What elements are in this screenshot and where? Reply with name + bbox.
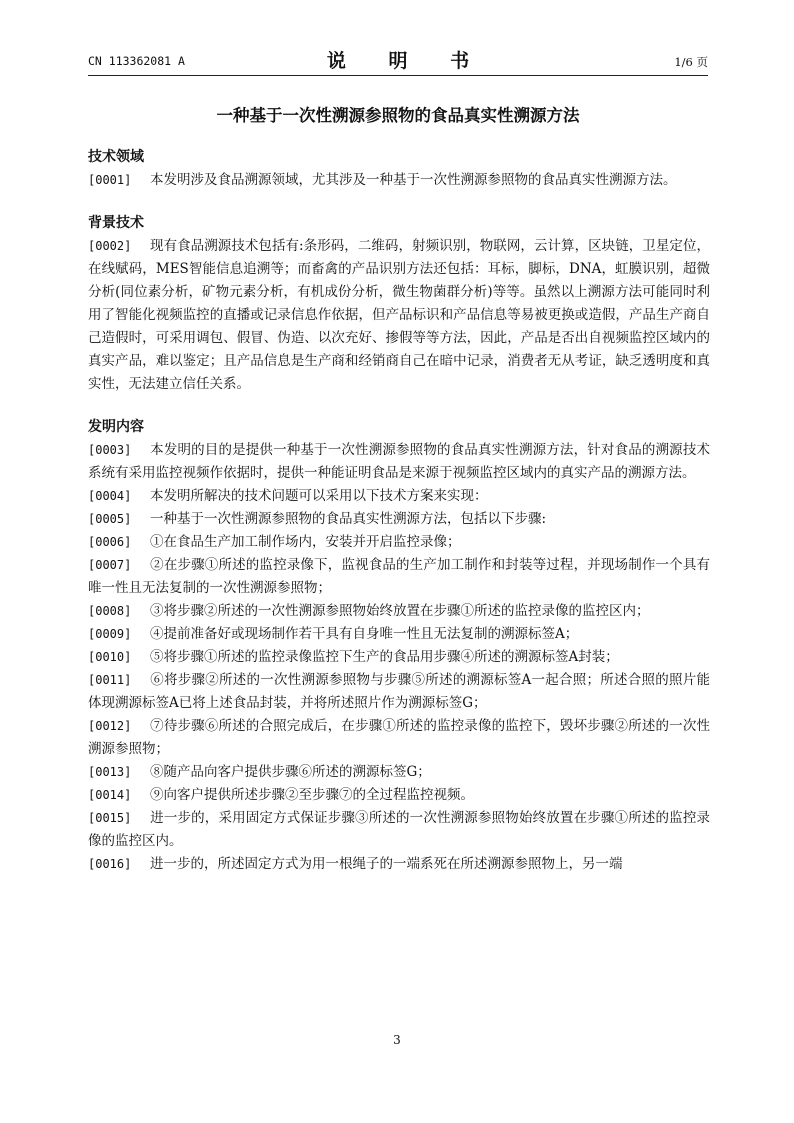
paragraph <box>88 853 710 876</box>
header-divider <box>88 75 708 76</box>
section-heading: 发明内容 <box>88 419 144 435</box>
paragraph <box>88 554 710 600</box>
paragraph-number: [0004] <box>88 489 132 503</box>
paragraph <box>88 169 710 192</box>
paragraph-text: 现有食品溯源技术包括有:条形码，二维码，射频识别，物联网，云计算，区块链，卫星定位，在线赋码，MES智能信息追溯等；而畜禽的产品识别方法还包括：耳标，脚标，DNA，虹膜识别，超微分析(同位素分析，矿物元素分析，有机成份分析，微生物菌群分析)等等。虽然以上溯源方法可能同时利用了智能化视频监控的直播或记录信息作依据，但产品标识和产品信息等易被更换或造假，产品生产商自己造假时，可采用调包、假冒、伪造、以次充好、掺假等等方法，因此，产品是否出自视频监控区域内的真实产品，难以鉴定；且产品信息是生产商和经销商自己在暗中记录，消费者无从考证，缺乏透明度和真实性，无法建立信任关系。 <box>88 238 710 392</box>
paragraph-text: 进一步的，所述固定方式为用一根绳子的一端系死在所述溯源参照物上，另一端 <box>150 856 623 872</box>
paragraph-number: [0006] <box>88 535 132 549</box>
paragraph-text: 进一步的，采用固定方式保证步骤③所述的一次性溯源参照物始终放置在步骤①所述的监控录像的监控区内。 <box>88 810 710 849</box>
paragraph-text: 本发明的目的是提供一种基于一次性溯源参照物的食品真实性溯源方法，针对食品的溯源技术系统有采用监控视频作依据时，提供一种能证明食品是来源于视频监控区域内的真实产品的溯源方法。 <box>88 442 710 481</box>
paragraph-number: [0002] <box>88 239 132 253</box>
paragraph-number: [0003] <box>88 443 132 457</box>
section-background <box>88 212 710 396</box>
paragraph-text: ⑦待步骤⑥所述的合照完成后，在步骤①所述的监控录像的监控下，毁坏步骤②所述的一次性溯源参照物； <box>88 718 710 757</box>
paragraph-text: 一种基于一次性溯源参照物的食品真实性溯源方法，包括以下步骤: <box>150 511 547 527</box>
section-summary <box>88 416 710 876</box>
paragraph <box>88 485 710 508</box>
paragraph-text: ②在步骤①所述的监控录像下，监视食品的生产加工制作和封装等过程，并现场制作一个具有唯一性且无法复制的一次性溯源参照物； <box>88 557 710 596</box>
paragraph-number: [0009] <box>88 627 132 641</box>
page-number: 3 <box>393 1033 401 1047</box>
paragraph-number: [0013] <box>88 765 132 779</box>
paragraph-number: [0008] <box>88 604 132 618</box>
section-heading: 技术领域 <box>88 149 144 165</box>
paragraph <box>88 508 710 531</box>
paragraph-text: 本发明涉及食品溯源领域，尤其涉及一种基于一次性溯源参照物的食品真实性溯源方法。 <box>150 172 677 188</box>
paragraph-text: ①在食品生产加工制作场内，安装并开启监控录像； <box>150 534 461 550</box>
document-body <box>88 146 710 876</box>
document-title: 一种基于一次性溯源参照物的食品真实性溯源方法 <box>216 106 580 125</box>
paragraph-text: ④提前准备好或现场制作若干具有自身唯一性且无法复制的溯源标签A； <box>150 626 579 642</box>
paragraph-text: ⑨向客户提供所述步骤②至步骤⑦的全过程监控视频。 <box>150 787 474 803</box>
paragraph <box>88 715 710 761</box>
paragraph <box>88 235 710 396</box>
paragraph <box>88 623 710 646</box>
paragraph <box>88 807 710 853</box>
section-technical-field <box>88 146 710 192</box>
document-section-title: 说 明 书 <box>326 50 488 72</box>
paragraph <box>88 531 710 554</box>
paragraph <box>88 784 710 807</box>
paragraph-text: ⑤将步骤①所述的监控录像监控下生产的食品用步骤④所述的溯源标签A封装； <box>150 649 619 665</box>
patent-number: CN 113362081 A <box>88 54 185 68</box>
paragraph-number: [0005] <box>88 512 132 526</box>
paragraph-number: [0016] <box>88 857 132 871</box>
paragraph <box>88 646 710 669</box>
paragraph-number: [0007] <box>88 558 132 572</box>
paragraph <box>88 761 710 784</box>
paragraph-number: [0012] <box>88 719 132 733</box>
paragraph-number: [0010] <box>88 650 132 664</box>
paragraph <box>88 669 710 715</box>
paragraph-number: [0015] <box>88 811 132 825</box>
paragraph-text: 本发明所解决的技术问题可以采用以下技术方案来实现： <box>150 488 488 504</box>
paragraph <box>88 439 710 485</box>
page-header <box>88 46 708 74</box>
paragraph-number: [0001] <box>88 173 132 187</box>
paragraph-text: ③将步骤②所述的一次性溯源参照物始终放置在步骤①所述的监控录像的监控区内； <box>150 603 650 619</box>
paragraph-number: [0011] <box>88 673 132 687</box>
paragraph-text: ⑧随产品向客户提供步骤⑥所述的溯源标签G； <box>150 764 431 780</box>
paragraph <box>88 600 710 623</box>
paragraph-text: ⑥将步骤②所述的一次性溯源参照物与步骤⑤所述的溯源标签A一起合照；所述合照的照片能体现溯源标签A已将上述食品封装，并将所述照片作为溯源标签G； <box>88 672 710 711</box>
section-heading: 背景技术 <box>88 215 144 231</box>
paragraph-number: [0014] <box>88 788 132 802</box>
page-counter: 1/6 页 <box>674 55 708 69</box>
